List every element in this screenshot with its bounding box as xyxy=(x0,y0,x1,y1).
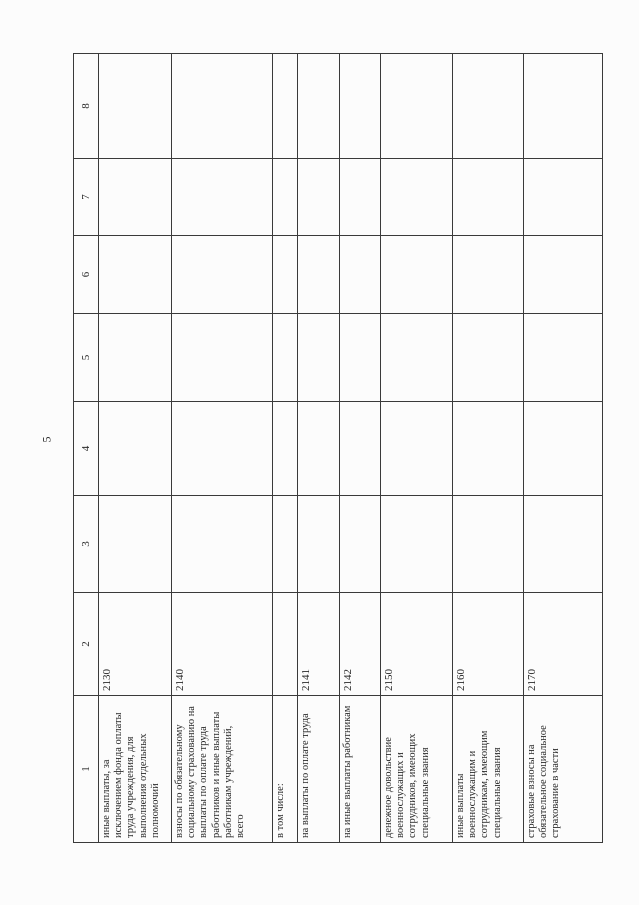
empty-cell xyxy=(298,159,340,236)
empty-cell xyxy=(340,402,381,496)
empty-cell xyxy=(298,402,340,496)
header-row xyxy=(74,54,99,843)
column-header-3: 3 xyxy=(74,496,99,593)
empty-cell xyxy=(298,236,340,314)
table-row xyxy=(340,54,381,843)
empty-cell xyxy=(453,236,524,314)
empty-cell xyxy=(381,314,453,402)
page-number: 5 xyxy=(39,436,54,443)
row-code-cell: 2140 xyxy=(172,593,273,696)
row-code-cell: 2160 xyxy=(453,593,524,696)
empty-cell xyxy=(273,314,298,402)
table-row xyxy=(273,54,298,843)
empty-cell xyxy=(453,496,524,593)
empty-cell xyxy=(381,236,453,314)
row-code-cell: 2150 xyxy=(381,593,453,696)
column-header-6: 6 xyxy=(74,236,99,314)
table-row xyxy=(524,54,603,843)
empty-cell xyxy=(99,159,172,236)
empty-cell xyxy=(273,496,298,593)
empty-cell xyxy=(524,314,603,402)
row-name-cell: иные выплаты военнослужащим и сотрудникам, имеющим специальные звания xyxy=(453,696,524,843)
row-code-cell: 2170 xyxy=(524,593,603,696)
table-row xyxy=(99,54,172,843)
row-name-cell: взносы по обязательному социальному страхованию на выплаты по оплате труда работников и иные выплаты работникам учреждений, всего xyxy=(172,696,273,843)
empty-cell xyxy=(99,54,172,159)
table-row xyxy=(381,54,453,843)
empty-cell xyxy=(172,54,273,159)
empty-cell xyxy=(453,54,524,159)
empty-cell xyxy=(99,496,172,593)
empty-cell xyxy=(340,496,381,593)
row-code-cell: 2142 xyxy=(340,593,381,696)
empty-cell xyxy=(298,496,340,593)
empty-cell xyxy=(340,314,381,402)
row-name-cell: в том числе: xyxy=(273,696,298,843)
empty-cell xyxy=(273,54,298,159)
empty-cell xyxy=(524,159,603,236)
column-header-8: 8 xyxy=(74,54,99,159)
empty-cell xyxy=(381,496,453,593)
empty-cell xyxy=(453,159,524,236)
column-header-2: 2 xyxy=(74,593,99,696)
empty-cell xyxy=(453,402,524,496)
empty-cell xyxy=(340,236,381,314)
empty-cell xyxy=(524,402,603,496)
empty-cell xyxy=(524,496,603,593)
empty-cell xyxy=(172,496,273,593)
rotated-table-wrapper xyxy=(73,54,601,843)
empty-cell xyxy=(524,236,603,314)
row-name-cell: на выплаты по оплате труда xyxy=(298,696,340,843)
empty-cell xyxy=(381,159,453,236)
row-code-cell xyxy=(273,593,298,696)
empty-cell xyxy=(172,314,273,402)
empty-cell xyxy=(524,54,603,159)
row-name-cell: страховые взносы на обязательное социальное страхование в части xyxy=(524,696,603,843)
empty-cell xyxy=(172,159,273,236)
row-name-cell: на иные выплаты работникам xyxy=(340,696,381,843)
empty-cell xyxy=(273,236,298,314)
table-row xyxy=(298,54,340,843)
empty-cell xyxy=(99,236,172,314)
empty-cell xyxy=(298,314,340,402)
table-row xyxy=(172,54,273,843)
row-name-cell: иные выплаты, за исключением фонда оплаты труда учреждения, для выполнения отдельных полномочий xyxy=(99,696,172,843)
empty-cell xyxy=(340,159,381,236)
row-code-cell: 2141 xyxy=(298,593,340,696)
empty-cell xyxy=(381,402,453,496)
row-name-cell: денежное довольствие военнослужащих и сотрудников, имеющих специальные звания xyxy=(381,696,453,843)
empty-cell xyxy=(273,402,298,496)
column-header-4: 4 xyxy=(74,402,99,496)
empty-cell xyxy=(381,54,453,159)
form-table xyxy=(73,53,603,843)
column-header-7: 7 xyxy=(74,159,99,236)
column-header-5: 5 xyxy=(74,314,99,402)
empty-cell xyxy=(273,159,298,236)
empty-cell xyxy=(99,314,172,402)
empty-cell xyxy=(453,314,524,402)
empty-cell xyxy=(340,54,381,159)
column-header-1: 1 xyxy=(74,696,99,843)
empty-cell xyxy=(172,236,273,314)
empty-cell xyxy=(99,402,172,496)
table-row xyxy=(453,54,524,843)
empty-cell xyxy=(298,54,340,159)
empty-cell xyxy=(172,402,273,496)
row-code-cell: 2130 xyxy=(99,593,172,696)
